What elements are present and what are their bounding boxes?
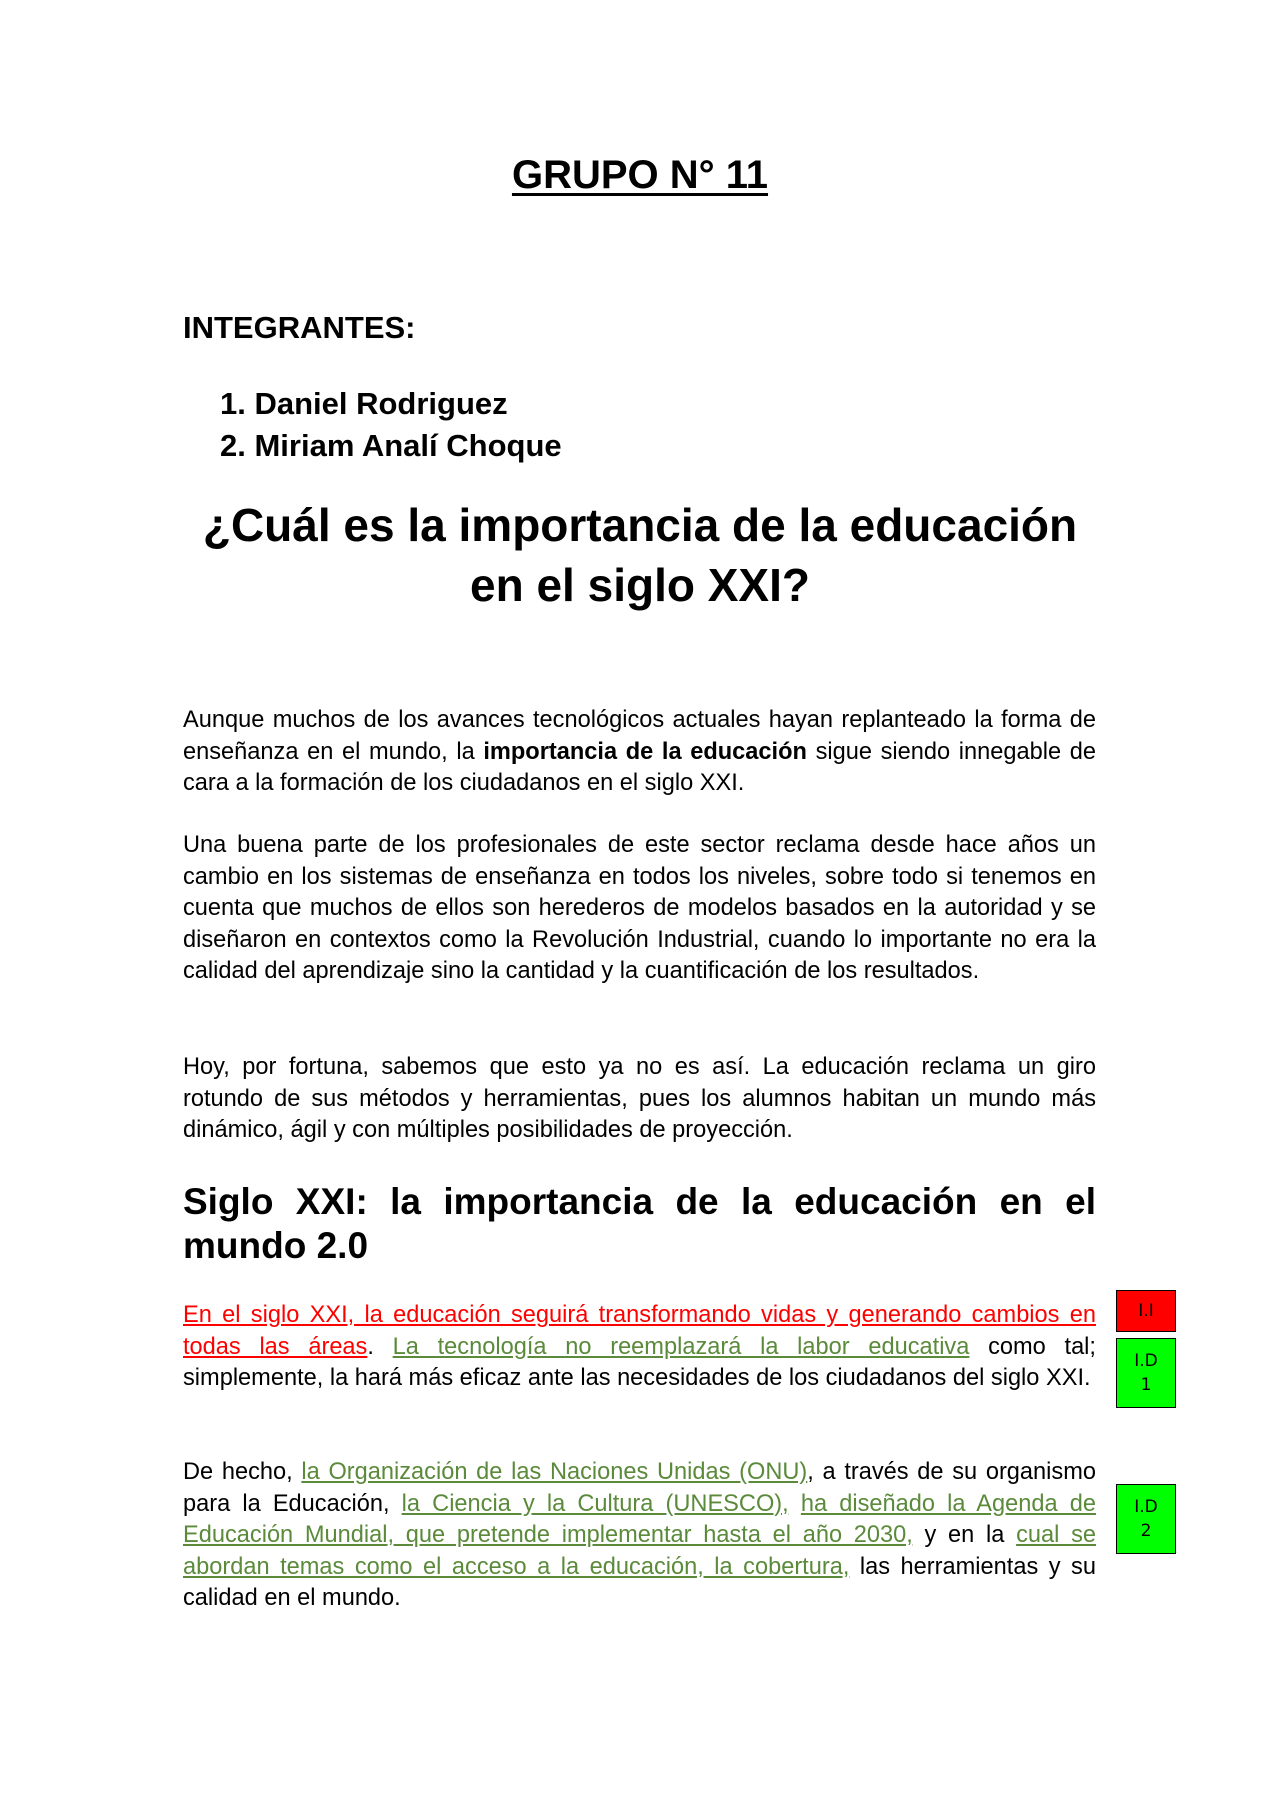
list-item: 1. Daniel Rodriguez <box>220 386 508 421</box>
bold-phrase: importancia de la educación <box>483 738 807 765</box>
document-title <box>150 495 1130 615</box>
tag-main-idea: I.I <box>1116 1290 1176 1332</box>
secondary-idea-highlight: la Organización de las Naciones Unidas (ONU) <box>301 1459 808 1485</box>
main-idea-highlight: En el siglo XXI, la educación seguirá transformando vidas y generando cambios en todas las áreas <box>183 1302 1096 1360</box>
paragraph-unesco <box>183 1457 1096 1615</box>
paragraph-text: De hecho, <box>183 1459 302 1485</box>
secondary-idea-highlight: ha diseñado la Agenda de Educación Mundial <box>183 1490 1096 1548</box>
paragraph-text: y en la <box>912 1522 1017 1548</box>
section-heading: Siglo XXI: la importancia de la educación en el mundo 2.0 <box>183 1181 1096 1266</box>
tag-secondary-idea-2: I.D 2 <box>1116 1484 1176 1554</box>
title-line-1: ¿Cuál es la importancia de la educación <box>202 499 1078 551</box>
title-line-2: en el siglo XXI? <box>470 559 810 611</box>
paragraph-text: las herramientas y su calidad en el mundo. <box>183 1553 1096 1611</box>
members-list <box>220 383 562 467</box>
paragraph-text: Aunque muchos de los avances tecnológicos actuales hayan replanteado la forma de enseñanza en el mundo, la <box>183 707 1096 765</box>
tag-secondary-idea-1: I.D 1 <box>1116 1338 1176 1408</box>
members-label: INTEGRANTES: <box>183 310 416 345</box>
list-item: 2. Miriam Analí Choque <box>220 428 562 463</box>
paragraph-intro <box>183 705 1096 800</box>
paragraph-text <box>789 1491 801 1517</box>
group-title: GRUPO N° 11 <box>511 153 769 197</box>
paragraph-21st-century <box>183 1300 1096 1395</box>
secondary-idea-highlight: La tecnología no reemplazará la labor educativa <box>392 1333 970 1360</box>
paragraph-text: como tal; simplemente, la hará más eficaz ante las necesidades de los ciudadanos del siglo XXI. <box>183 1333 1096 1391</box>
secondary-idea-highlight: , que pretende implementar hasta el año 2030, <box>387 1522 913 1548</box>
secondary-idea-highlight: la Ciencia y la Cultura (UNESCO), <box>401 1490 789 1517</box>
paragraph-professionals: Una buena parte de los profesionales de este sector reclama desde hace años un cambio en los sistemas de enseñanza en todos los niveles, sobre todo si tenemos en cuenta que muchos de ellos son herederos de modelos basados en la autoridad y se diseñaron en contextos como la Revolución Industrial, cuando lo importante no era la calidad del aprendizaje sino la cantidad y la cuantificación de los resultados. <box>183 832 1096 984</box>
secondary-idea-highlight: cual se abordan temas como el acceso a la educación, la cobertura, <box>183 1522 1097 1580</box>
paragraph-fortune: Hoy, por fortuna, sabemos que esto ya no es así. La educación reclama un giro rotundo de sus métodos y herramientas, pues los alumnos habitan un mundo más dinámico, ágil y con múltiples posibilidades de proyección. <box>183 1054 1096 1143</box>
paragraph-text: sigue siendo innegable de cara a la formación de los ciudadanos en el siglo XXI. <box>183 738 1097 796</box>
paragraph-text: . <box>367 1333 393 1360</box>
paragraph-text: , a través de su organismo para la Educación, <box>183 1459 1096 1517</box>
